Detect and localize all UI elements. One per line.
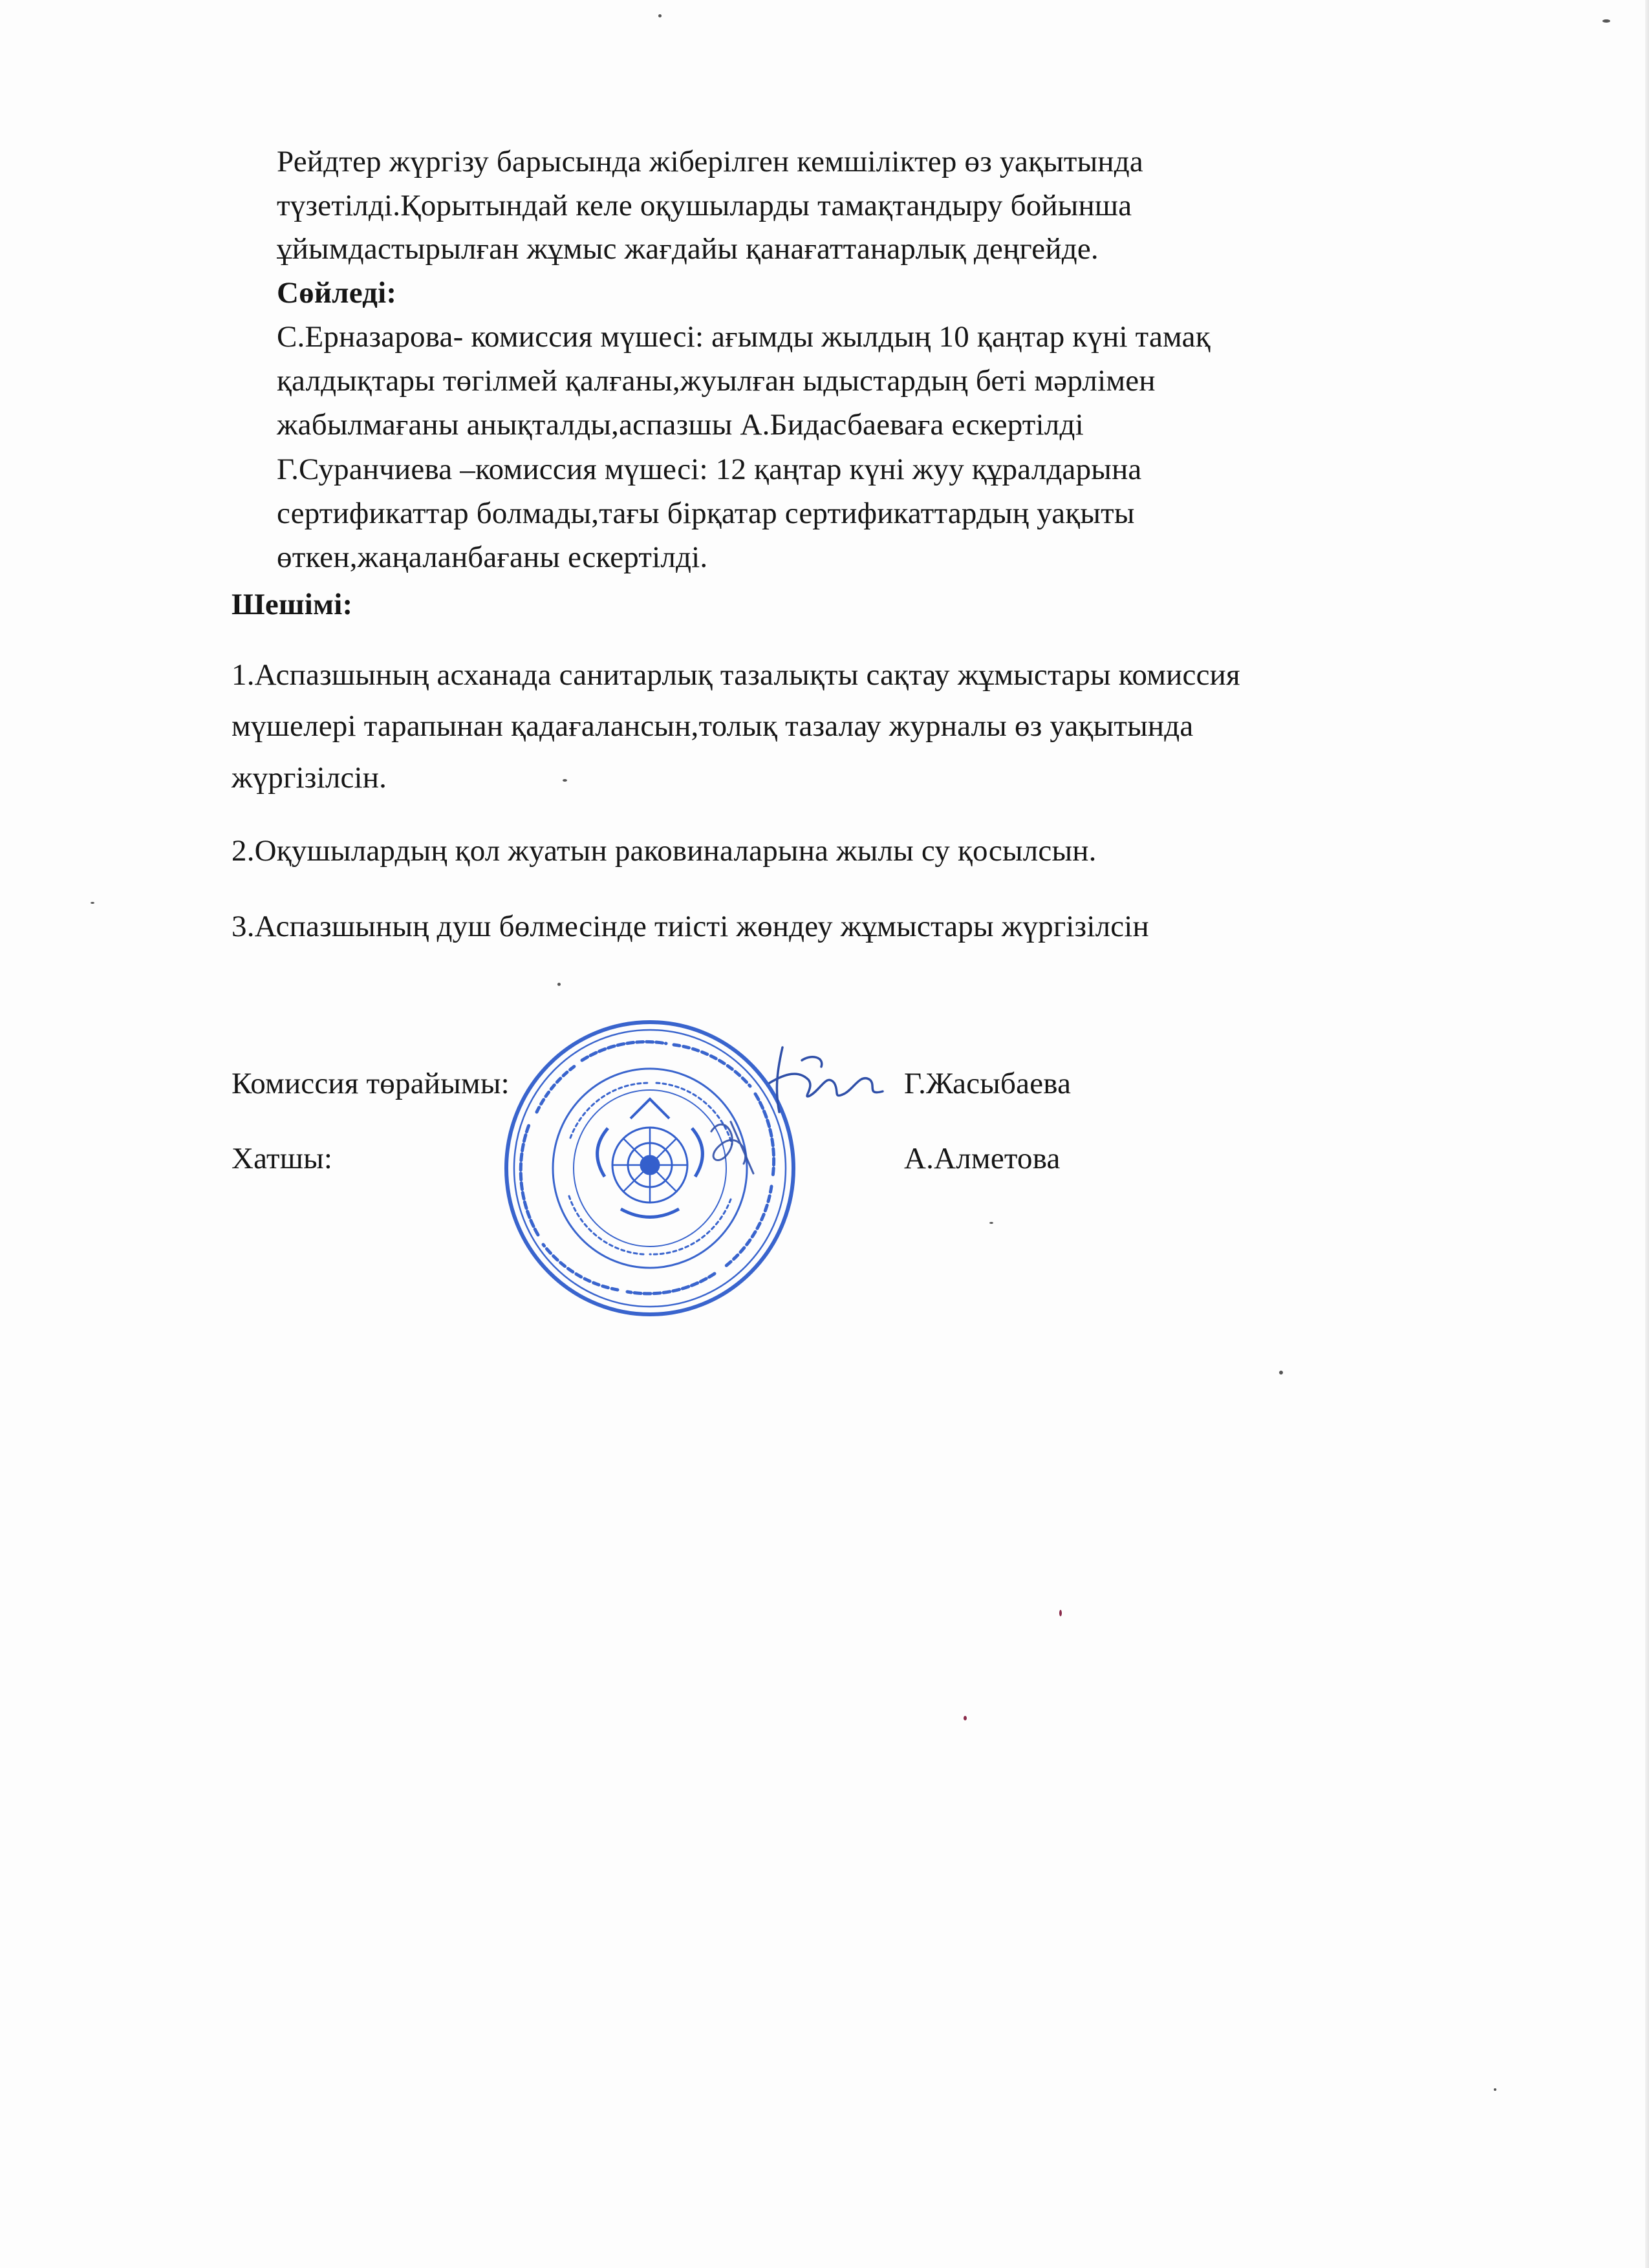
scan-speck	[1602, 19, 1610, 23]
chair-signature-icon	[763, 1034, 892, 1125]
scan-speck	[658, 14, 662, 17]
scan-speck	[964, 1716, 967, 1720]
chair-label: Комиссия төрайымы:	[232, 1067, 510, 1100]
paragraph1-line-3: ұйымдастырылған жұмыс жағдайы қанағаттанарлық деңгейде.	[277, 232, 1099, 266]
chair-name: Г.Жасыбаева	[904, 1067, 1072, 1100]
scan-speck	[1059, 1610, 1062, 1616]
speaker-line-2: қалдықтары төгілмей қалғаны,жуылған ыдыстардың беті мәрлімен	[277, 364, 1156, 398]
spoke-heading: Сөйледі:	[277, 276, 397, 310]
secretary-name: А.Алметова	[904, 1142, 1061, 1175]
speaker-line-4: Г.Суранчиева –комиссия мүшесі: 12 қаңтар күні жуу құралдарына	[277, 453, 1142, 486]
decision-1-line-1: 1.Аспазшының асханада санитарлық тазалықты сақтау жұмыстары комиссия	[232, 658, 1240, 692]
scan-speck	[563, 779, 567, 782]
scan-edge	[1645, 0, 1649, 2268]
speaker-line-3: жабылмағаны анықталды,аспазшы А.Бидасбаеваға ескертілді	[277, 408, 1084, 442]
paragraph1-line-2: түзетілді.Қорытындай келе оқушыларды тамақтандыру бойынша	[277, 189, 1132, 222]
speaker-line-1: С.Ерназарова- комиссия мүшесі: ағымды жылдың 10 қаңтар күні тамақ	[277, 320, 1211, 354]
scan-speck	[91, 902, 94, 904]
scan-speck	[989, 1222, 993, 1224]
decision-2: 2.Оқушылардың қол жуатын раковиналарына жылы су қосылсын.	[232, 834, 1097, 868]
speaker-line-5: сертификаттар болмады,тағы бірқатар сертификаттардың уақыты	[277, 497, 1135, 530]
official-stamp-icon	[498, 1015, 802, 1319]
decision-heading: Шешімі:	[232, 588, 353, 621]
decision-3: 3.Аспазшының душ бөлмесінде тиісті жөндеу жұмыстары жүргізілсін	[232, 910, 1149, 943]
secretary-label: Хатшы:	[232, 1142, 333, 1175]
decision-1-line-3: жүргізілсін.	[232, 761, 387, 795]
paragraph1-line-1: Рейдтер жүргізу барысында жіберілген кемшіліктер өз уақытында	[277, 145, 1143, 178]
speaker-line-6: өткен,жаңаланбағаны ескертілді.	[277, 540, 708, 574]
scan-speck	[1494, 2088, 1496, 2091]
decision-1-line-2: мүшелері тарапынан қадағалансын,толық тазалау журналы өз уақытында	[232, 709, 1194, 743]
scan-speck	[1279, 1371, 1283, 1375]
scan-speck	[557, 983, 561, 986]
